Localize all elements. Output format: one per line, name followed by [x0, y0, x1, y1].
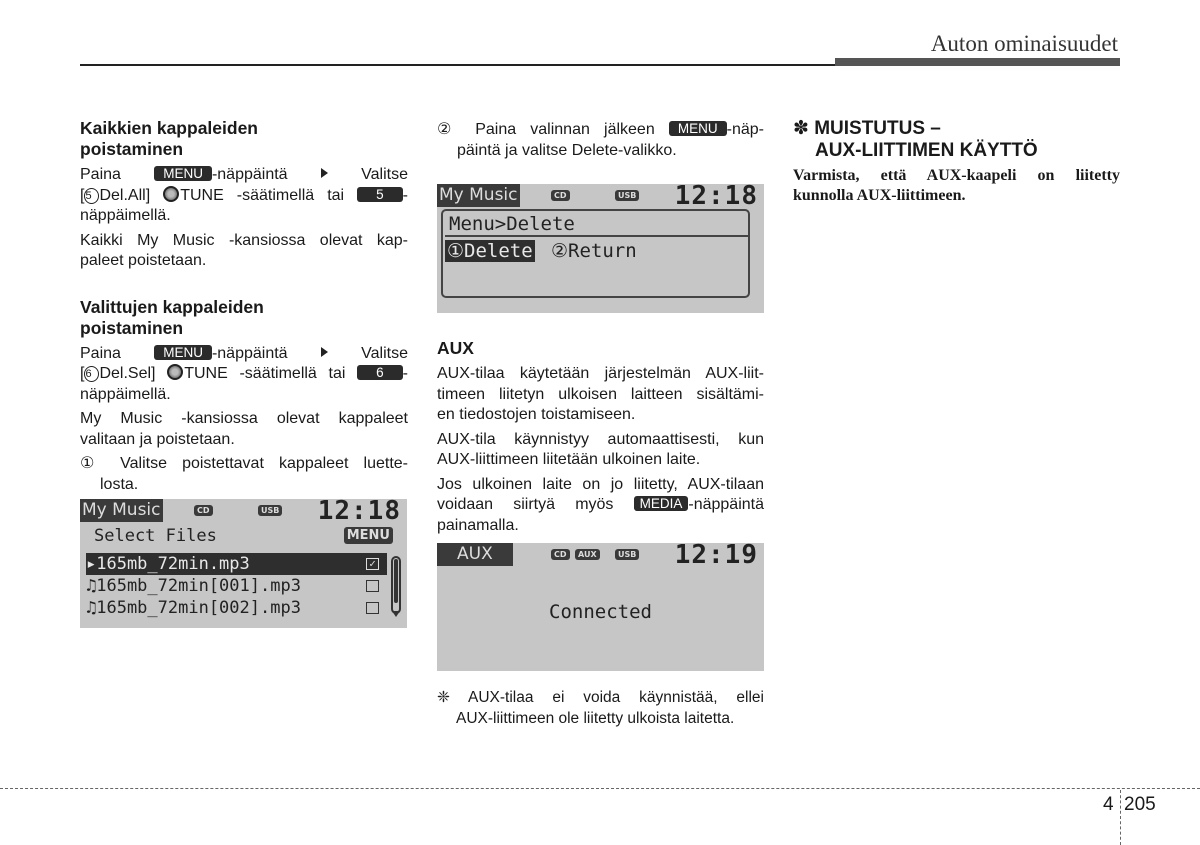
body-text: My Music -kansiossa olevat kappaleet valitaan ja poistetaan.	[80, 410, 408, 448]
body-text: näppäimellä.	[80, 207, 171, 224]
circled-number-icon: 6	[84, 366, 99, 382]
aux-section	[437, 338, 764, 540]
footer-divider	[0, 788, 1200, 789]
aux-paragraph-1: AUX-tilaa käytetään järjestelmän AUX-liit- timeen liitetyn ulkoisen laitteen sisältämi- en tiedostojen toistamiseen.	[437, 365, 764, 423]
page-number: 205	[1124, 794, 1156, 815]
arrow-right-icon	[321, 168, 328, 178]
file-row: ▸165mb_72min.mp3	[86, 553, 387, 575]
scrollbar-icon	[391, 556, 401, 614]
lcd-option-delete: ①Delete	[447, 240, 533, 262]
lcd-select-files-screen	[80, 499, 407, 628]
usb-indicator: USB	[258, 505, 282, 516]
lcd-clock: 12:18	[674, 184, 758, 211]
checkbox-checked-icon: ✓	[366, 558, 379, 570]
instruction-line: Paina MENU -näppäintä Valitse	[80, 344, 408, 362]
instruction-line: [5 Del.All] TUNE -säätimellä tai 5 -	[80, 186, 408, 204]
tune-knob-icon	[163, 186, 179, 202]
media-button-label: MEDIA	[634, 496, 689, 511]
usb-indicator: USB	[615, 190, 639, 201]
instruction-line: Paina MENU -näppäintä Valitse	[80, 166, 408, 183]
left-column	[80, 118, 408, 499]
chapter-number: 4	[1103, 794, 1114, 815]
note-body: Varmista, että AUX-kaapeli on liitetty kunnolla AUX-liittimeen.	[793, 167, 1120, 204]
header-title: Auton ominaisuudet	[930, 31, 1118, 56]
lcd-source-label: My Music	[82, 500, 161, 520]
step-1-text: ① Valitse poistettavat kappaleet luette- losta.	[80, 455, 408, 493]
lcd-clock: 12:19	[674, 543, 758, 570]
body-text: näppäimellä.	[80, 385, 171, 403]
file-row: ♫165mb_72min[001].mp3	[86, 576, 301, 596]
lcd-source-label: AUX	[437, 543, 513, 566]
instruction-line: [6 Del.Sel] TUNE -säätimellä tai 6 -	[80, 365, 408, 382]
aux-note: ❈ AUX-tilaa ei voida käynnistää, ellei AUX-liittimeen ole liitetty ulkoista laitetta.	[437, 689, 764, 727]
usb-indicator: USB	[615, 549, 639, 560]
lcd-aux-connected-screen	[437, 543, 764, 671]
header-rule	[80, 64, 838, 66]
lcd-menu-indicator: MENU	[344, 527, 393, 544]
circled-number-icon: 5	[84, 188, 99, 204]
step-2-text: ② Paina valinnan jälkeen MENU -näp- päintä ja valitse Delete-valikko.	[437, 121, 764, 159]
scroll-down-arrow-icon	[392, 611, 400, 617]
header-bar	[835, 58, 1120, 66]
body-text: Kaikki My Music -kansiossa olevat kap- paleet poistetaan.	[80, 231, 408, 269]
lcd-menu-delete-screen	[437, 184, 764, 313]
lcd-divider	[445, 235, 748, 237]
lcd-menu-title: Menu>Delete	[449, 213, 575, 235]
middle-column	[437, 120, 764, 165]
lcd-subtitle: Select Files	[94, 526, 217, 546]
aux-indicator: AUX	[575, 549, 600, 560]
lcd-source-label: My Music	[439, 185, 518, 205]
number-button-label: 6	[357, 365, 403, 380]
section-heading-delete-selected: Valittujen kappaleiden poistaminen	[80, 296, 264, 338]
arrow-right-icon	[321, 347, 328, 357]
footer-vertical-divider	[1120, 790, 1121, 845]
tune-knob-icon	[167, 364, 183, 380]
right-column	[793, 118, 1120, 206]
note-heading: ✽ MUISTUTUS – AUX-LIITTIMEN KÄYTTÖ	[793, 118, 1038, 161]
checkbox-empty-icon	[366, 580, 379, 592]
menu-button-label: MENU	[154, 166, 212, 181]
file-row: ♫165mb_72min[002].mp3	[86, 598, 301, 618]
menu-button-label: MENU	[154, 345, 212, 360]
aux-paragraph-2: AUX-tila käynnistyy automaattisesti, kun AUX-liittimeen liitetään ulkoinen laite.	[437, 430, 764, 468]
lcd-clock: 12:18	[317, 499, 401, 526]
lcd-option-return: ②Return	[551, 240, 637, 262]
cd-indicator: CD	[551, 190, 570, 201]
menu-button-label: MENU	[669, 121, 727, 136]
aux-heading: AUX	[437, 338, 474, 358]
aux-paragraph-3: Jos ulkoinen laite on jo liitetty, AUX-tilaan voidaan siirtyä myös MEDIA -näppäintä painamalla.	[437, 475, 764, 534]
lcd-status-text: Connected	[549, 601, 652, 623]
checkbox-empty-icon	[366, 602, 379, 614]
cd-indicator: CD	[194, 505, 213, 516]
section-heading-delete-all: Kaikkien kappaleiden poistaminen	[80, 118, 258, 159]
cd-indicator: CD	[551, 549, 570, 560]
number-button-label: 5	[357, 187, 403, 202]
